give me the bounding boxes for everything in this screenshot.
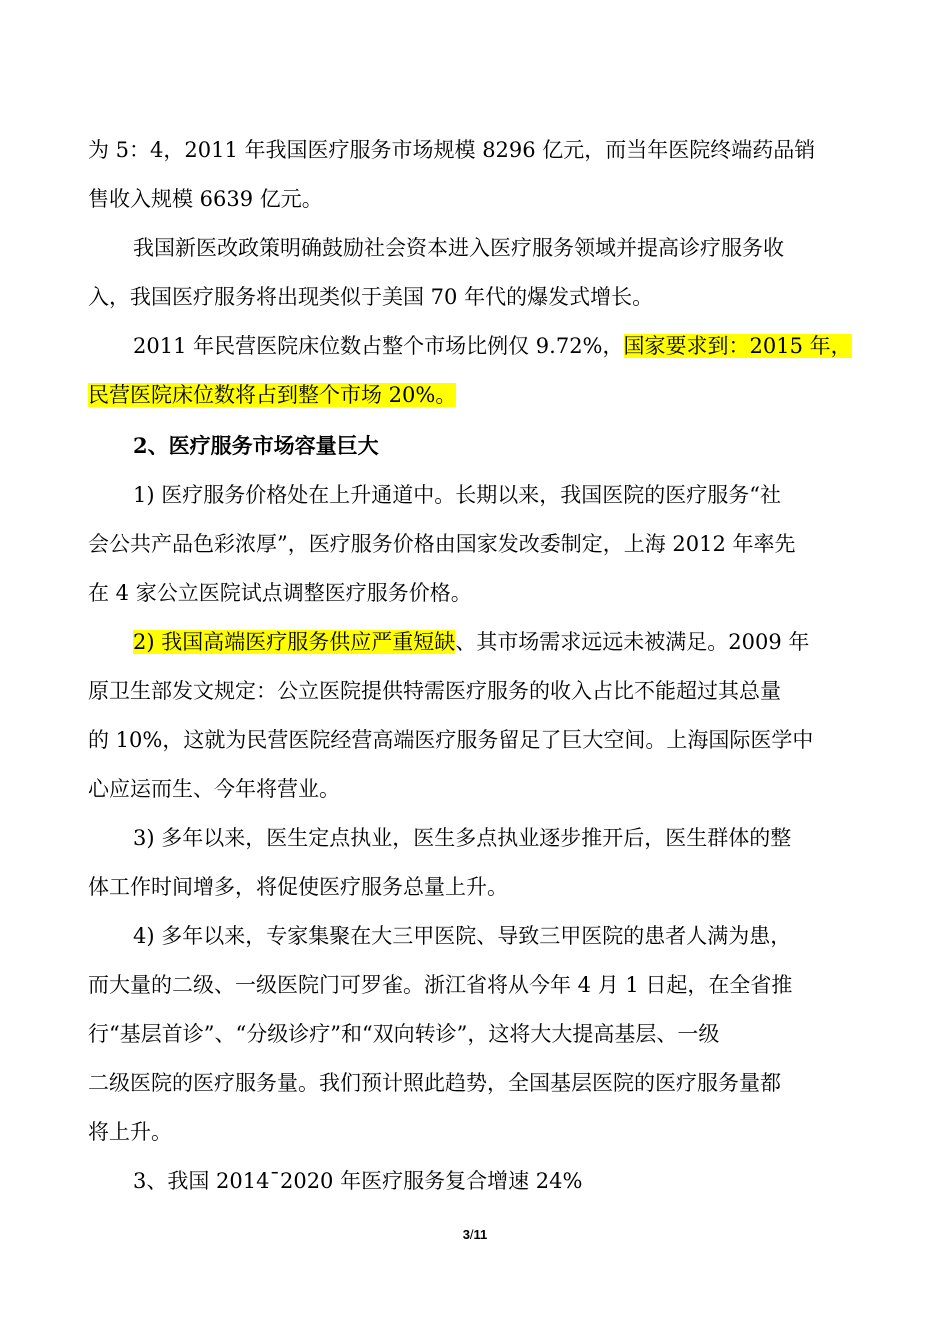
plain-text: 、其市场需求远远未被满足。2009 年	[455, 630, 810, 654]
text-line: 二级医院的医疗服务量。我们预计照此趋势，全国基层医院的医疗服务量都	[88, 1071, 781, 1095]
text-line	[88, 380, 456, 410]
text-line: 3) 多年以来，医生定点执业，医生多点执业逐步推开后，医生群体的整	[133, 826, 792, 850]
text-line: 体工作时间增多，将促使医疗服务总量上升。	[88, 875, 508, 899]
page-separator: /	[469, 1227, 474, 1242]
text-line: 会公共产品色彩浓厚”，医疗服务价格由国家发改委制定，上海 2012 年率先	[88, 532, 796, 556]
text-line: 的 10%，这就为民营医院经营高端医疗服务留足了巨大空间。上海国际医学中	[88, 728, 814, 752]
current-page: 3	[462, 1227, 470, 1242]
text-line: 原卫生部发文规定：公立医院提供特需医疗服务的收入占比不能超过其总量	[88, 679, 781, 703]
text-line	[133, 331, 852, 361]
text-line: 售收入规模 6639 亿元。	[88, 187, 323, 211]
highlighted-text: 国家要求到：2015 年，	[623, 334, 852, 358]
text-line	[133, 627, 809, 657]
highlighted-text: 2) 我国高端医疗服务供应严重短缺	[133, 630, 456, 654]
text-line: 入，我国医疗服务将出现类似于美国 70 年代的爆发式增长。	[88, 285, 654, 309]
text-line: 3、我国 2014¯2020 年医疗服务复合增速 24%	[133, 1169, 583, 1193]
text-line: 1) 医疗服务价格处在上升通道中。长期以来，我国医院的医疗服务“社	[133, 483, 781, 507]
text-line: 我国新医改政策明确鼓励社会资本进入医疗服务领域并提高诊疗服务收	[133, 236, 784, 260]
highlighted-text: 民营医院床位数将占到整个市场 20%。	[88, 383, 457, 407]
section-heading: 2、医疗服务市场容量巨大	[133, 433, 379, 458]
text-line: 行“基层首诊”、“分级诊疗”和“双向转诊”，这将大大提高基层、一级	[88, 1022, 720, 1046]
text-line: 为 5：4，2011 年我国医疗服务市场规模 8296 亿元，而当年医院终端药品销	[88, 138, 816, 162]
text-line: 4) 多年以来，专家集聚在大三甲医院、导致三甲医院的患者人满为患，	[133, 924, 792, 948]
text-line: 心应运而生、今年将营业。	[88, 777, 340, 801]
plain-text: 2011 年民营医院床位数占整个市场比例仅 9.72%，	[133, 334, 624, 358]
text-line: 而大量的二级、一级医院门可罗雀。浙江省将从今年 4 月 1 日起，在全省推	[88, 973, 793, 997]
total-pages: 11	[473, 1227, 488, 1242]
page-number	[0, 1227, 950, 1242]
text-line: 将上升。	[88, 1120, 172, 1144]
text-line: 在 4 家公立医院试点调整医疗服务价格。	[88, 581, 472, 605]
